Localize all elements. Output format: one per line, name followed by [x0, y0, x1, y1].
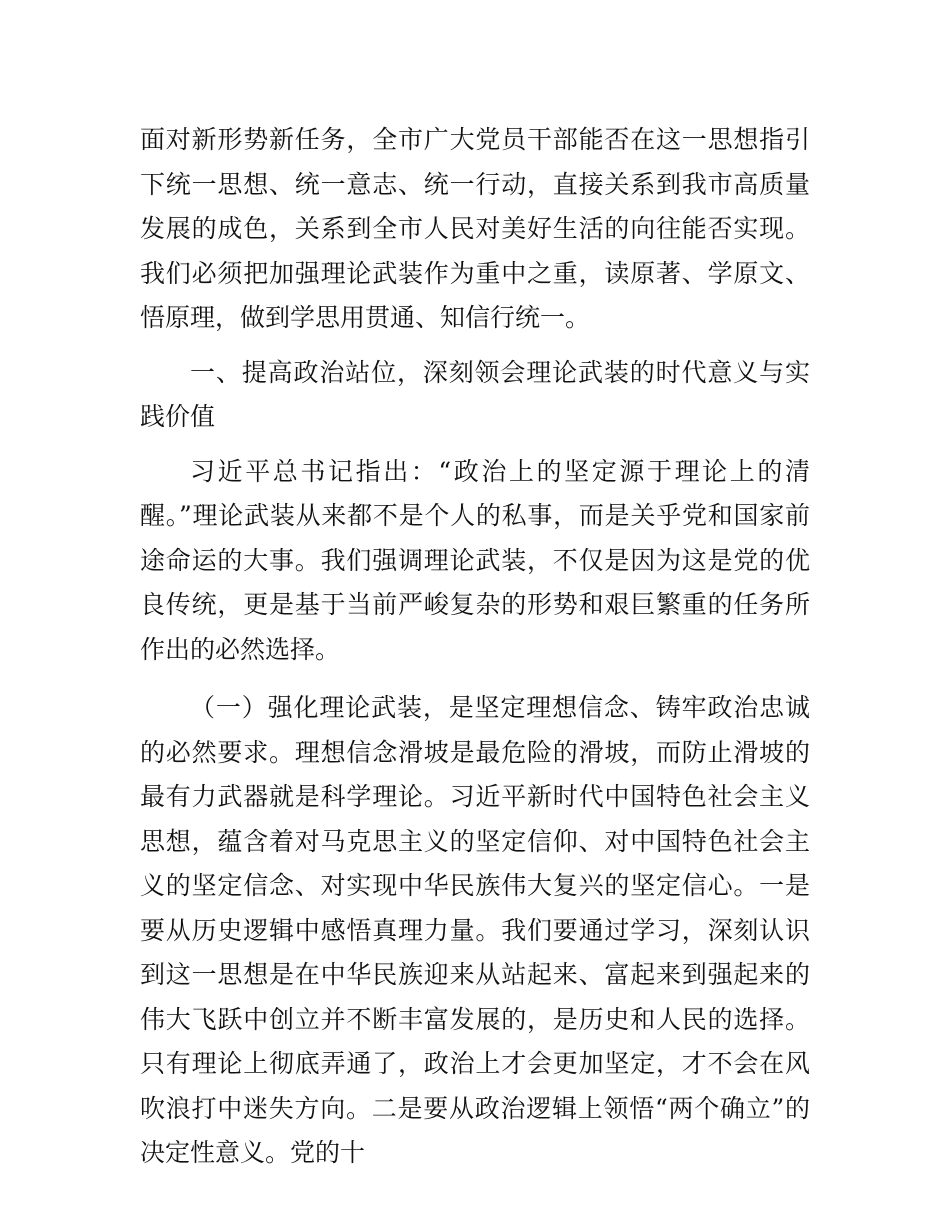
document-body: [140, 118, 810, 1176]
paragraph-quote: 习近平总书记指出：“政治上的坚定源于理论上的清醒。”理论武装从来都不是个人的私事，而是关乎党和国家前途命运的大事。我们强调理论武装，不仅是因为这是党的优良传统，更是基于当前严峻复杂的形势和艰巨繁重的任务所作出的必然选择。: [140, 456, 810, 664]
paragraph-intro: 面对新形势新任务，全市广大党员干部能否在这一思想指引下统一思想、统一意志、统一行动，直接关系到我市高质量发展的成色，关系到全市人民对美好生活的向往能否实现。我们必须把加强理论武装作为重中之重，读原著、学原文、悟原理，做到学思用贯通、知信行统一。: [140, 125, 810, 332]
section-heading: 一、提高政治站位，深刻领会理论武装的时代意义与实践价值: [140, 357, 810, 431]
paragraph-subsection-one: （一）强化理论武装，是坚定理想信念、铸牢政治忠诚的必然要求。理想信念滑坡是最危险的滑坡，而防止滑坡的最有力武器就是科学理论。习近平新时代中国特色社会主义思想，蕴含着对马克思主义的坚定信仰、对中国特色社会主义的坚定信念、对实现中华民族伟大复兴的坚定信心。一是要从历史逻辑中感悟真理力量。我们要通过学习，深刻认识到这一思想是在中华民族迎来从站起来、富起来到强起来的伟大飞跃中创立并不断丰富发展的，是历史和人民的选择。只有理论上彻底弄通了，政治上才会更加坚定，才不会在风吹浪打中迷失方向。二是要从政治逻辑上领悟“两个确立”的决定性意义。党的十: [140, 693, 810, 1167]
